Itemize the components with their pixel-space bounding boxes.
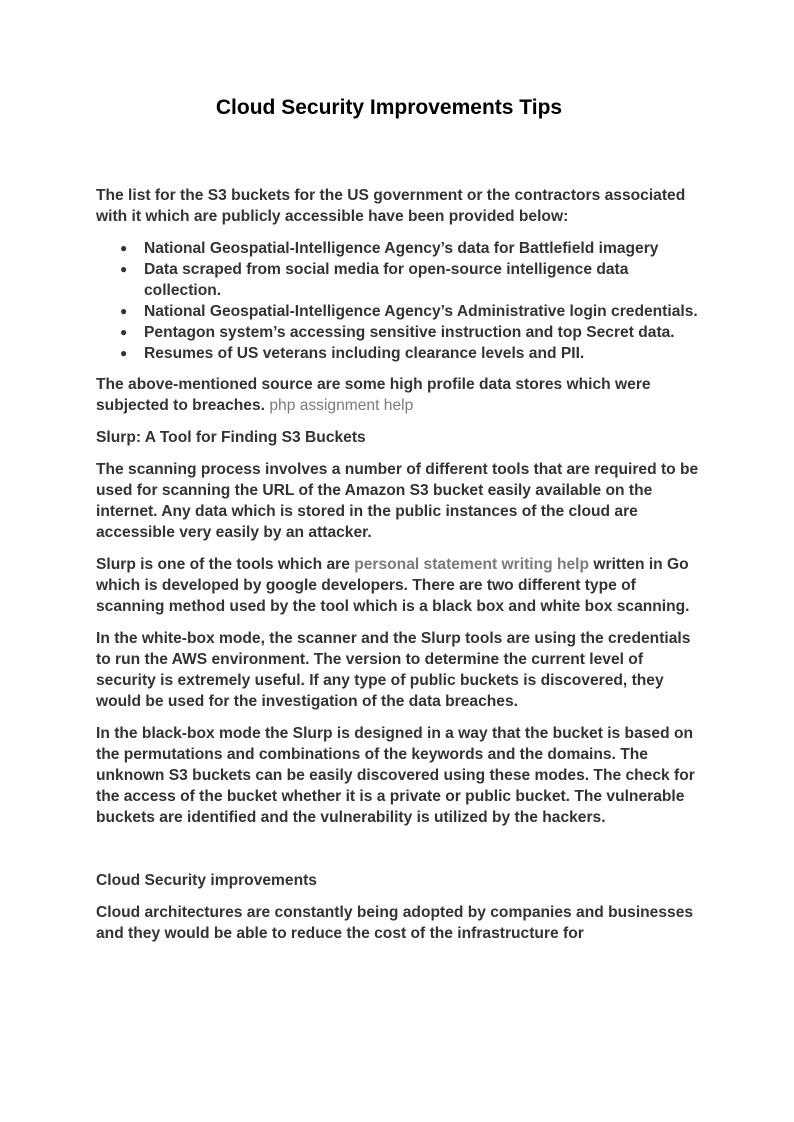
slurp-text-before: Slurp is one of the tools which are (96, 556, 350, 573)
section-spacer (96, 839, 706, 870)
intro-paragraph: The list for the S3 buckets for the US government or the contractors associated with it which are publicly accessible have been provided below: (96, 187, 686, 225)
list-item (120, 238, 706, 259)
section-heading-improvements: Cloud Security improvements (96, 872, 317, 889)
slurp-text-after: written in Go which is developed by google developers. There are two different type of scanning method used by the tool which is a black box and white box scanning. (96, 556, 690, 615)
bullet-icon: ● (120, 241, 128, 255)
breaches-text: The above-mentioned source are some high profile data stores which were subjected to breaches. (96, 376, 651, 414)
list-item (120, 343, 706, 364)
cloud-paragraph: Cloud architectures are constantly being adopted by companies and businesses and they would be able to reduce the cost of the infrastructure for (96, 904, 694, 942)
bullet-icon: ● (120, 304, 128, 318)
list-item-text: National Geospatial-Intelligence Agency’s data for Battlefield imagery (144, 240, 659, 257)
scanning-paragraph: The scanning process involves a number of different tools that are required to be used for scanning the URL of the Amazon S3 bucket easily available on the internet. Any data which is stored in the public instances of the cloud are accessible very easily by an attacker. (96, 461, 699, 541)
php-assignment-help-link[interactable]: php assignment help (269, 397, 414, 414)
bullet-icon: ● (120, 262, 128, 276)
section-heading-slurp: Slurp: A Tool for Finding S3 Buckets (96, 429, 366, 446)
bullet-icon: ● (120, 325, 128, 339)
list-item-text: National Geospatial-Intelligence Agency’s Administrative login credentials. (144, 303, 698, 320)
slurp-paragraph (96, 554, 706, 617)
list-item-text: Data scraped from social media for open-source intelligence data collection. (144, 261, 629, 299)
personal-statement-link[interactable]: personal statement writing help (354, 556, 590, 573)
list-item (120, 301, 706, 322)
list-item-text: Resumes of US veterans including clearance levels and PII. (144, 345, 585, 362)
page-title: Cloud Security Improvements Tips (215, 96, 563, 119)
bucket-list (96, 238, 706, 364)
list-item (120, 259, 706, 301)
breaches-paragraph (96, 374, 706, 416)
document-body (96, 185, 706, 955)
whitebox-paragraph: In the white-box mode, the scanner and the Slurp tools are using the credentials to run the AWS environment. The version to determine the current level of security is extremely useful. If any type of public buckets is discovered, they would be used for the investigation of the data breaches. (96, 630, 691, 710)
blackbox-paragraph: In the black-box mode the Slurp is designed in a way that the bucket is based on the permutations and combinations of the keywords and the domains. The unknown S3 buckets can be easily discovered using these modes. The check for the access of the bucket whether it is a private or public bucket. The vulnerable buckets are identified and the vulnerability is utilized by the hackers. (96, 725, 695, 826)
list-item (120, 322, 706, 343)
list-item-text: Pentagon system’s accessing sensitive instruction and top Secret data. (144, 324, 675, 341)
bullet-icon: ● (120, 346, 128, 360)
